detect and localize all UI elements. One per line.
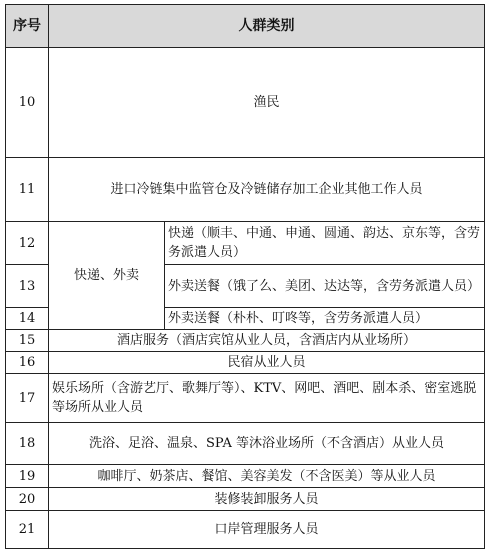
row-category: 口岸管理服务人员 xyxy=(49,511,485,549)
table-row xyxy=(6,488,485,511)
row-number: 20 xyxy=(6,488,49,511)
header-crowd-category: 人群类别 xyxy=(49,5,485,48)
row-number: 14 xyxy=(6,308,49,330)
header-serial-number: 序号 xyxy=(6,5,49,48)
row-category: 外卖送餐（朴朴、叮咚等，含劳务派遣人员） xyxy=(165,308,485,330)
row-number: 17 xyxy=(6,374,49,423)
table-row xyxy=(6,374,485,423)
table-row xyxy=(6,330,485,352)
row-category: 快递（顺丰、中通、申通、圆通、韵达、京东等，含劳务派遣人员） xyxy=(165,222,485,265)
row-category: 娱乐场所（含游艺厅、歌舞厅等）、KTV、网吧、酒吧、剧本杀、密室逃脱等场所从业人员 xyxy=(49,374,485,423)
table-row xyxy=(6,423,485,465)
row-category: 渔民 xyxy=(49,48,485,158)
row-category: 咖啡厅、奶茶店、餐馆、美容美发（不含医美）等从业人员 xyxy=(49,465,485,488)
table-row xyxy=(6,511,485,549)
row-number: 11 xyxy=(6,158,49,222)
row-category: 酒店服务（酒店宾馆从业人员，含酒店内从业场所） xyxy=(49,330,485,352)
table-row xyxy=(6,465,485,488)
row-category: 洗浴、足浴、温泉、SPA 等沐浴业场所（不含酒店）从业人员 xyxy=(49,423,485,465)
table-header-row xyxy=(6,5,485,48)
row-number: 10 xyxy=(6,48,49,158)
table-row xyxy=(6,352,485,374)
row-number: 15 xyxy=(6,330,49,352)
row-category: 装修装卸服务人员 xyxy=(49,488,485,511)
row-category: 进口冷链集中监管仓及冷链储存加工企业其他工作人员 xyxy=(49,158,485,222)
row-number: 13 xyxy=(6,265,49,308)
row-number: 18 xyxy=(6,423,49,465)
row-number: 16 xyxy=(6,352,49,374)
table-row xyxy=(6,222,485,265)
crowd-category-table xyxy=(5,4,485,549)
row-number: 21 xyxy=(6,511,49,549)
group-express-delivery: 快递、外卖 xyxy=(49,222,165,330)
table-row xyxy=(6,158,485,222)
table-row xyxy=(6,48,485,158)
row-number: 19 xyxy=(6,465,49,488)
row-number: 12 xyxy=(6,222,49,265)
row-category: 外卖送餐（饿了么、美团、达达等，含劳务派遣人员） xyxy=(165,265,485,308)
row-category: 民宿从业人员 xyxy=(49,352,485,374)
